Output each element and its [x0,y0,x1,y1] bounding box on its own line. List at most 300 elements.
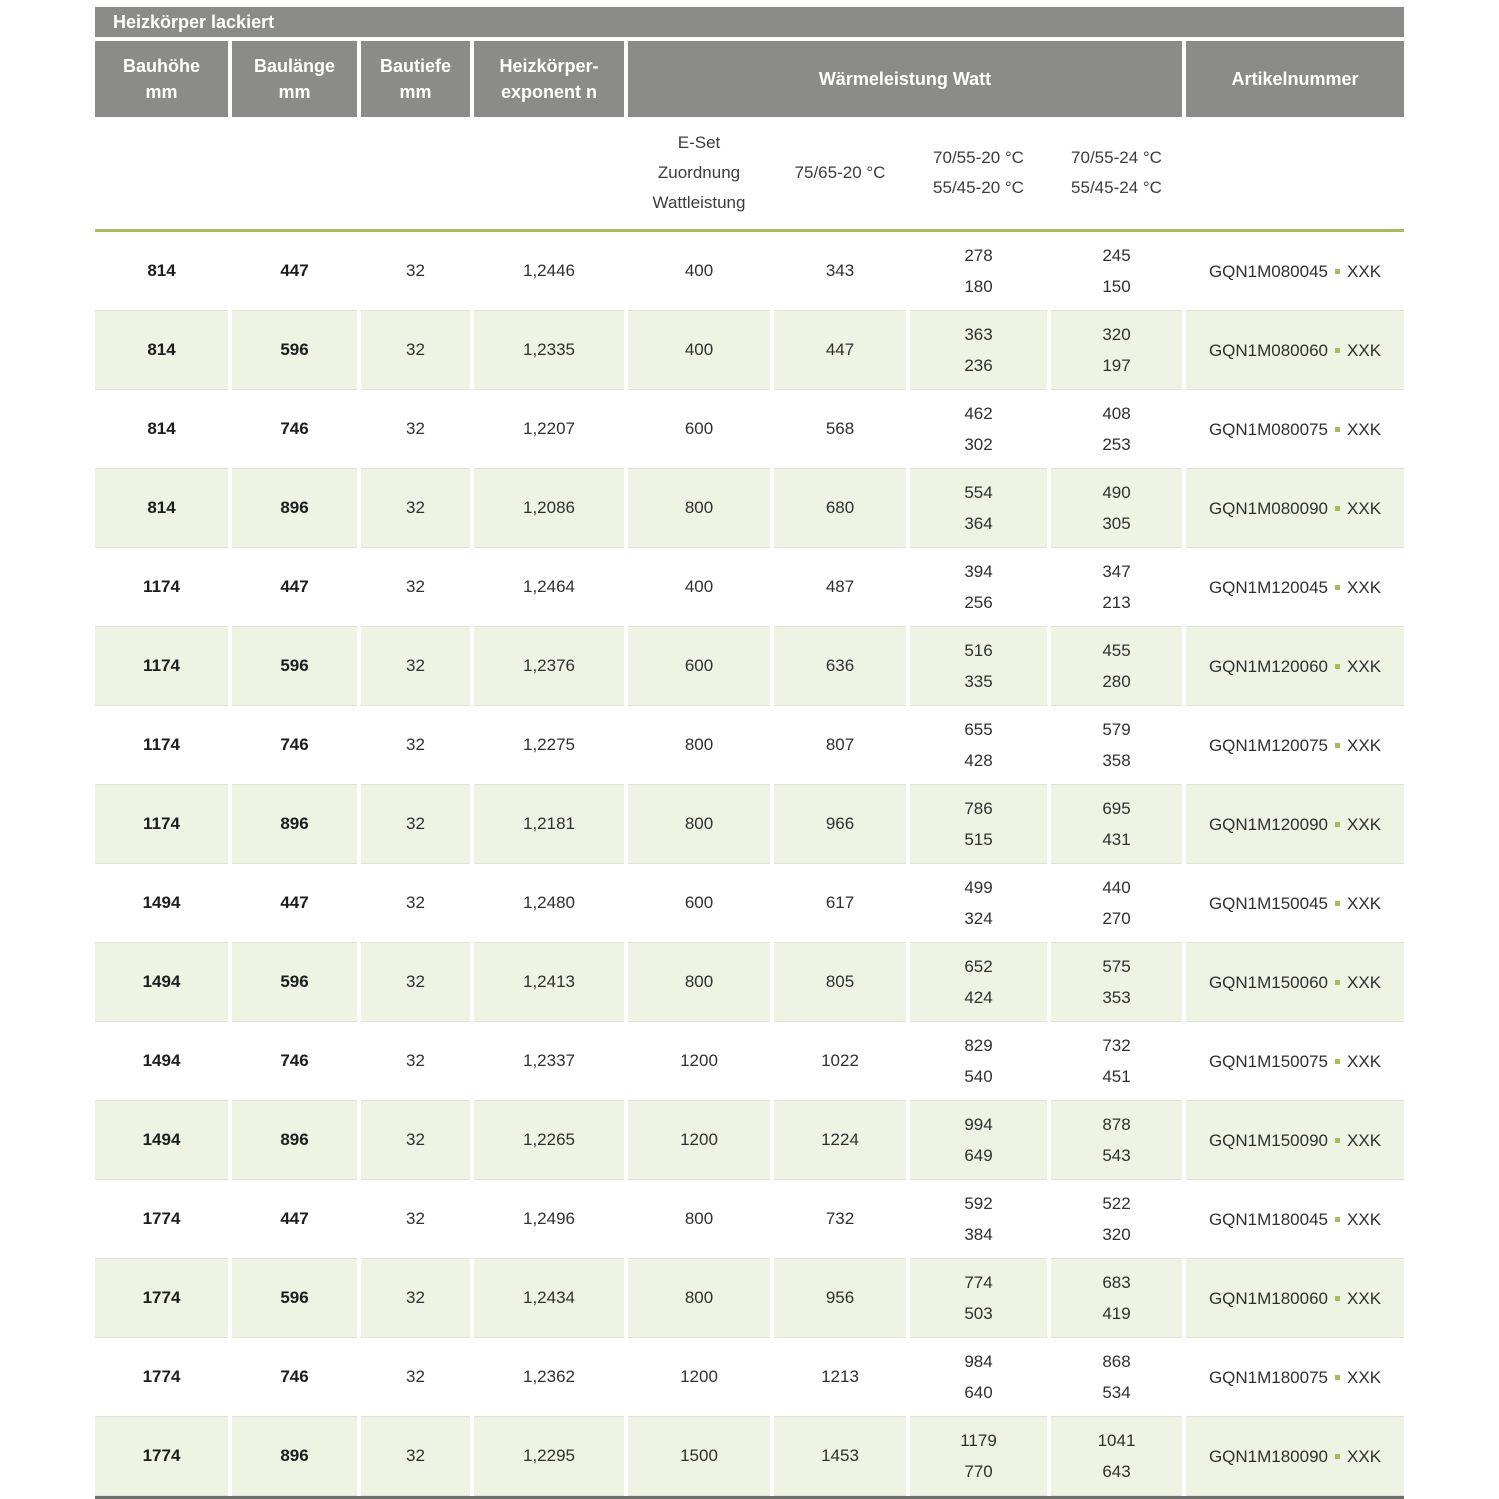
cell-value-line: 320 [1102,324,1131,344]
cell-value-line: 640 [964,1383,993,1402]
column-header-bauhoehe [95,41,228,117]
artikel-suffix: XXK [1347,972,1382,992]
cell-baulaenge: 447 [232,548,357,627]
cell-value-line: 462 [964,403,993,423]
cell-bauhoehe: 1494 [95,1101,228,1180]
cell-bautiefe: 32 [361,548,470,627]
subheader-empty [232,117,357,229]
subheader-7055-24 [1051,117,1182,229]
artikel-suffix: XXK [1347,1209,1382,1229]
cell-exponent: 1,2337 [474,1022,624,1101]
subheader-line: 70/55-20 °C [933,148,1024,168]
artikel-suffix: XXK [1347,340,1382,360]
cell-value-line: 150 [1102,277,1131,296]
cell-w7055-20 [910,1101,1047,1180]
cell-artikelnummer [1186,864,1404,943]
header-line: Heizkörper- [499,55,599,76]
cell-eset: 400 [628,311,770,390]
cell-w7055-24 [1051,548,1182,627]
cell-w7055-24 [1051,390,1182,469]
cell-artikelnummer [1186,1417,1404,1496]
cell-w7055-24 [1051,943,1182,1022]
cell-value-line: 774 [964,1272,993,1292]
artikel-suffix: XXK [1347,1288,1382,1308]
cell-bautiefe: 32 [361,864,470,943]
column-header-baulaenge [232,41,357,117]
artikel-code: GQN1M180060 [1208,1288,1329,1308]
cell-artikelnummer [1186,1338,1404,1417]
green-dot-icon [1335,427,1340,432]
cell-w7565: 636 [774,627,906,706]
table-row [95,232,1404,311]
cell-value-line: 786 [964,798,993,818]
subheader-line: E-Set [677,133,721,153]
artikel-code: GQN1M150090 [1208,1130,1329,1150]
artikel-code: GQN1M150075 [1208,1051,1329,1071]
cell-bauhoehe: 814 [95,232,228,311]
cell-bautiefe: 32 [361,1417,470,1496]
cell-value-line: 278 [964,245,993,265]
subheader-line: Zuordnung [657,163,741,183]
table-row [95,390,1404,469]
cell-w7055-20 [910,1180,1047,1259]
artikel-code: GQN1M180090 [1208,1446,1329,1466]
cell-w7565: 447 [774,311,906,390]
cell-artikelnummer [1186,548,1404,627]
cell-value-line: 503 [964,1304,993,1323]
artikel-code: GQN1M150045 [1208,893,1329,913]
cell-value-line: 649 [964,1146,993,1165]
artikel-suffix: XXK [1347,735,1382,755]
cell-exponent: 1,2295 [474,1417,624,1496]
cell-w7565: 1224 [774,1101,906,1180]
cell-baulaenge: 746 [232,706,357,785]
subheader-empty [1186,117,1404,229]
cell-w7055-24 [1051,1259,1182,1338]
table-row [95,1259,1404,1338]
green-dot-icon [1335,1296,1340,1301]
subheader-line: Wattleistung [652,192,746,212]
cell-bauhoehe: 1174 [95,627,228,706]
cell-exponent: 1,2275 [474,706,624,785]
cell-eset: 800 [628,1259,770,1338]
cell-w7055-20 [910,311,1047,390]
cell-eset: 1200 [628,1101,770,1180]
cell-exponent: 1,2413 [474,943,624,1022]
artikel-suffix: XXK [1347,498,1382,518]
cell-eset: 600 [628,627,770,706]
cell-eset: 800 [628,943,770,1022]
cell-bautiefe: 32 [361,1180,470,1259]
subheader-empty [474,117,624,229]
cell-exponent: 1,2086 [474,469,624,548]
cell-w7055-20 [910,864,1047,943]
cell-value-line: 256 [964,593,993,612]
cell-value-line: 364 [964,514,993,533]
cell-value-line: 732 [1102,1035,1131,1055]
cell-w7055-20 [910,232,1047,311]
cell-bautiefe: 32 [361,1022,470,1101]
cell-w7565: 1022 [774,1022,906,1101]
cell-bautiefe: 32 [361,1101,470,1180]
cell-w7055-20 [910,548,1047,627]
cell-value-line: 695 [1102,798,1131,818]
artikel-code: GQN1M120060 [1208,656,1329,676]
cell-w7055-20 [910,1259,1047,1338]
cell-value-line: 424 [964,988,993,1007]
cell-w7565: 568 [774,390,906,469]
cell-eset: 1200 [628,1338,770,1417]
cell-value-line: 994 [964,1114,993,1134]
subheader-line: 55/45-20 °C [933,178,1024,197]
cell-value-line: 451 [1102,1067,1131,1086]
cell-eset: 600 [628,864,770,943]
cell-baulaenge: 746 [232,1338,357,1417]
green-dot-icon [1335,1138,1340,1143]
cell-value-line: 554 [964,482,993,502]
cell-value-line: 868 [1102,1351,1131,1371]
cell-baulaenge: 746 [232,1022,357,1101]
cell-value-line: 245 [1102,245,1131,265]
cell-eset: 800 [628,785,770,864]
cell-w7565: 1453 [774,1417,906,1496]
cell-w7565: 732 [774,1180,906,1259]
table-body [95,232,1404,1496]
cell-value-line: 253 [1102,435,1131,454]
cell-value-line: 236 [964,356,993,375]
subheader-empty [95,117,228,229]
cell-baulaenge: 447 [232,864,357,943]
cell-bautiefe: 32 [361,232,470,311]
cell-baulaenge: 896 [232,469,357,548]
column-header-bautiefe [361,41,470,117]
header-line: exponent n [500,82,597,102]
cell-value-line: 363 [964,324,993,344]
cell-artikelnummer [1186,311,1404,390]
cell-baulaenge: 746 [232,390,357,469]
column-header-waermeleistung: Wärmeleistung Watt [628,41,1182,117]
cell-eset: 400 [628,232,770,311]
cell-value-line: 652 [964,956,993,976]
cell-bauhoehe: 814 [95,311,228,390]
cell-baulaenge: 896 [232,1101,357,1180]
cell-value-line: 358 [1102,751,1131,770]
artikel-code: GQN1M080075 [1208,419,1329,439]
cell-bauhoehe: 1774 [95,1180,228,1259]
cell-exponent: 1,2446 [474,232,624,311]
table-row [95,864,1404,943]
cell-bauhoehe: 1494 [95,864,228,943]
cell-eset: 600 [628,390,770,469]
cell-exponent: 1,2207 [474,390,624,469]
cell-value-line: 384 [964,1225,993,1244]
cell-value-line: 324 [964,909,993,928]
cell-value-line: 490 [1102,482,1131,502]
artikel-suffix: XXK [1347,893,1382,913]
cell-value-line: 320 [1102,1225,1131,1244]
artikel-code: GQN1M120090 [1208,814,1329,834]
cell-bautiefe: 32 [361,785,470,864]
cell-value-line: 1041 [1097,1430,1136,1450]
cell-value-line: 408 [1102,403,1131,423]
cell-w7055-24 [1051,1101,1182,1180]
artikel-code: GQN1M120045 [1208,577,1329,597]
header-row [95,41,1404,117]
cell-w7565: 1213 [774,1338,906,1417]
cell-w7055-24 [1051,311,1182,390]
cell-eset: 800 [628,706,770,785]
cell-exponent: 1,2265 [474,1101,624,1180]
green-dot-icon [1335,1375,1340,1380]
cell-baulaenge: 596 [232,1259,357,1338]
artikel-code: GQN1M180045 [1208,1209,1329,1229]
cell-baulaenge: 447 [232,232,357,311]
cell-value-line: 579 [1102,719,1131,739]
cell-value-line: 431 [1102,830,1131,849]
cell-artikelnummer [1186,627,1404,706]
cell-w7055-24 [1051,1022,1182,1101]
cell-w7055-20 [910,1417,1047,1496]
cell-value-line: 683 [1102,1272,1131,1292]
cell-baulaenge: 447 [232,1180,357,1259]
artikel-code: GQN1M150060 [1208,972,1329,992]
cell-value-line: 592 [964,1193,993,1213]
cell-w7055-20 [910,469,1047,548]
table-row [95,1022,1404,1101]
cell-exponent: 1,2496 [474,1180,624,1259]
cell-value-line: 305 [1102,514,1131,533]
cell-bautiefe: 32 [361,943,470,1022]
cell-w7055-24 [1051,785,1182,864]
cell-value-line: 197 [1102,356,1131,375]
cell-w7055-24 [1051,469,1182,548]
cell-value-line: 353 [1102,988,1131,1007]
artikel-code: GQN1M180075 [1208,1367,1329,1387]
cell-value-line: 455 [1102,640,1131,660]
cell-w7565: 807 [774,706,906,785]
table-title: Heizkörper lackiert [95,7,1404,37]
cell-value-line: 394 [964,561,993,581]
cell-value-line: 499 [964,877,993,897]
cell-value-line: 270 [1102,909,1131,928]
cell-value-line: 540 [964,1067,993,1086]
header-line: mm [399,82,432,102]
cell-w7055-20 [910,390,1047,469]
radiator-spec-table [95,7,1404,1499]
cell-artikelnummer [1186,1101,1404,1180]
subheader-line: 55/45-24 °C [1071,178,1162,197]
subheader-row [95,117,1404,229]
cell-value-line: 575 [1102,956,1131,976]
artikel-suffix: XXK [1347,419,1382,439]
cell-bautiefe: 32 [361,627,470,706]
cell-bauhoehe: 1174 [95,785,228,864]
cell-baulaenge: 596 [232,627,357,706]
artikel-code: GQN1M080060 [1208,340,1329,360]
cell-value-line: 302 [964,435,993,454]
cell-w7055-20 [910,1338,1047,1417]
cell-bautiefe: 32 [361,1259,470,1338]
cell-value-line: 516 [964,640,993,660]
cell-artikelnummer [1186,785,1404,864]
artikel-suffix: XXK [1347,577,1382,597]
cell-eset: 1200 [628,1022,770,1101]
cell-eset: 800 [628,1180,770,1259]
cell-w7565: 680 [774,469,906,548]
green-dot-icon [1335,1059,1340,1064]
cell-w7055-20 [910,627,1047,706]
cell-artikelnummer [1186,232,1404,311]
cell-value-line: 543 [1102,1146,1131,1165]
cell-w7055-20 [910,706,1047,785]
table-row [95,1180,1404,1259]
cell-bauhoehe: 1174 [95,706,228,785]
header-line: mm [145,82,178,102]
cell-value-line: 515 [964,830,993,849]
artikel-suffix: XXK [1347,261,1382,281]
green-dot-icon [1335,901,1340,906]
green-dot-icon [1335,743,1340,748]
header-line: Bauhöhe [122,55,200,76]
cell-w7565: 805 [774,943,906,1022]
cell-value-line: 829 [964,1035,993,1055]
cell-bautiefe: 32 [361,390,470,469]
table-row [95,1338,1404,1417]
cell-w7055-20 [910,1022,1047,1101]
table-row [95,627,1404,706]
cell-value-line: 280 [1102,672,1131,691]
header-line: mm [278,82,311,102]
cell-bauhoehe: 1774 [95,1417,228,1496]
cell-value-line: 1179 [960,1430,997,1450]
cell-artikelnummer [1186,943,1404,1022]
cell-artikelnummer [1186,1259,1404,1338]
cell-bautiefe: 32 [361,311,470,390]
cell-value-line: 419 [1102,1304,1131,1323]
artikel-code: GQN1M120075 [1208,735,1329,755]
artikel-suffix: XXK [1347,1051,1382,1071]
column-header-artikelnummer: Artikelnummer [1186,41,1404,117]
cell-bauhoehe: 1494 [95,943,228,1022]
cell-artikelnummer [1186,706,1404,785]
header-line: Baulänge [253,55,336,76]
cell-exponent: 1,2464 [474,548,624,627]
cell-bauhoehe: 1174 [95,548,228,627]
cell-w7565: 956 [774,1259,906,1338]
artikel-suffix: XXK [1347,1446,1382,1466]
cell-artikelnummer [1186,1180,1404,1259]
table-row [95,785,1404,864]
cell-eset: 400 [628,548,770,627]
cell-eset: 800 [628,469,770,548]
cell-eset: 1500 [628,1417,770,1496]
cell-bauhoehe: 1774 [95,1259,228,1338]
column-header-exponent [474,41,624,117]
cell-bautiefe: 32 [361,1338,470,1417]
cell-w7055-20 [910,943,1047,1022]
green-dot-icon [1335,585,1340,590]
cell-value-line: 522 [1102,1193,1131,1213]
cell-artikelnummer [1186,1022,1404,1101]
subheader-line: 75/65-20 °C [794,163,886,183]
subheader-7055-20 [910,117,1047,229]
cell-exponent: 1,2181 [474,785,624,864]
table-row [95,469,1404,548]
cell-bautiefe: 32 [361,469,470,548]
green-dot-icon [1335,506,1340,511]
cell-value-line: 534 [1102,1383,1131,1402]
green-dot-icon [1335,980,1340,985]
cell-value-line: 213 [1102,593,1131,612]
cell-bautiefe: 32 [361,706,470,785]
cell-artikelnummer [1186,469,1404,548]
green-dot-icon [1335,1454,1340,1459]
cell-w7055-24 [1051,232,1182,311]
table-row [95,1101,1404,1180]
cell-baulaenge: 596 [232,943,357,1022]
cell-value-line: 655 [964,719,993,739]
cell-w7055-20 [910,785,1047,864]
cell-w7565: 343 [774,232,906,311]
cell-artikelnummer [1186,390,1404,469]
artikel-suffix: XXK [1347,814,1382,834]
cell-w7055-24 [1051,1417,1182,1496]
cell-w7055-24 [1051,1338,1182,1417]
cell-exponent: 1,2335 [474,311,624,390]
cell-bauhoehe: 814 [95,469,228,548]
green-dot-icon [1335,348,1340,353]
cell-value-line: 347 [1102,561,1131,581]
table-row [95,706,1404,785]
table-row [95,1417,1404,1496]
cell-w7055-24 [1051,627,1182,706]
cell-baulaenge: 896 [232,1417,357,1496]
cell-baulaenge: 896 [232,785,357,864]
subheader-empty [361,117,470,229]
green-dot-icon [1335,269,1340,274]
table-row [95,943,1404,1022]
green-dot-icon [1335,1217,1340,1222]
subheader-eset [628,117,770,229]
cell-bauhoehe: 814 [95,390,228,469]
cell-w7055-24 [1051,864,1182,943]
cell-value-line: 428 [964,751,993,770]
artikel-code: GQN1M080090 [1208,498,1329,518]
artikel-suffix: XXK [1347,1130,1382,1150]
cell-value-line: 643 [1102,1462,1131,1481]
subheader-line: 70/55-24 °C [1071,148,1162,168]
green-dot-icon [1335,664,1340,669]
cell-bauhoehe: 1774 [95,1338,228,1417]
green-dot-icon [1335,822,1340,827]
cell-w7565: 617 [774,864,906,943]
cell-value-line: 770 [964,1462,993,1481]
table-row [95,548,1404,627]
cell-value-line: 878 [1102,1114,1131,1134]
cell-value-line: 180 [964,277,993,296]
artikel-code: GQN1M080045 [1208,261,1329,281]
cell-w7055-24 [1051,706,1182,785]
cell-exponent: 1,2376 [474,627,624,706]
cell-exponent: 1,2434 [474,1259,624,1338]
cell-exponent: 1,2362 [474,1338,624,1417]
artikel-suffix: XXK [1347,1367,1382,1387]
table-row [95,311,1404,390]
cell-bauhoehe: 1494 [95,1022,228,1101]
cell-value-line: 440 [1102,877,1131,897]
artikel-suffix: XXK [1347,656,1382,676]
cell-value-line: 984 [964,1351,993,1371]
